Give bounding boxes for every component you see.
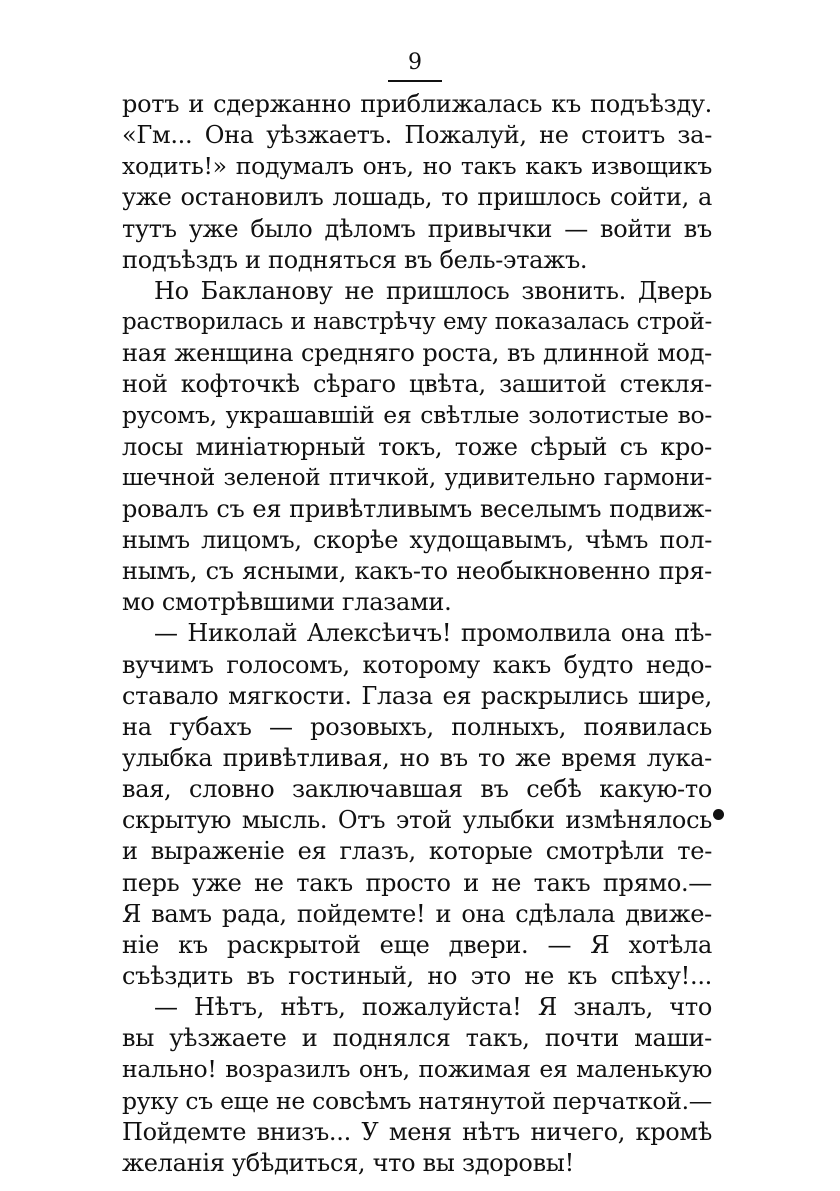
text-line: нымъ, съ ясными, какъ-то необыкновенно пря- (122, 557, 712, 586)
text-line: «Гм... Она уѣзжаетъ. Пожалуй, не стоитъ за- (122, 121, 712, 150)
ink-blot (713, 809, 724, 820)
text-line: и выраженіе ея глазъ, которые смотрѣли те- (122, 837, 712, 866)
text-line: съѣздить въ гостиный, но это не къ спѣху!... (122, 961, 712, 990)
text-line: мо смотрѣвшими глазами. (122, 588, 452, 617)
text-line: тутъ уже было дѣломъ привычки — войти въ (122, 214, 712, 243)
text-line: — Николай Алексѣичъ! промолвила она пѣ- (154, 619, 712, 648)
text-line: вы уѣзжаете и поднялся такъ, почти маши- (122, 1024, 712, 1053)
text-line: нально! возразилъ онъ, пожимая ея маленькую (122, 1055, 712, 1084)
text-line: уже остановилъ лошадь, то пришлось сойти, а (122, 183, 712, 212)
text-line: — Нѣтъ, нѣтъ, пожалуйста! Я зналъ, что (154, 993, 712, 1022)
text-line: ходить!» подумалъ онъ, но такъ какъ извощикъ (122, 152, 712, 181)
text-line: улыбка привѣтливая, но въ то же время лука- (122, 743, 712, 772)
text-line: русомъ, украшавшій ея свѣтлые золотистые во- (122, 401, 712, 430)
text-line: Я вамъ рада, пойдемте! и она сдѣлала движе- (122, 899, 712, 928)
text-line: растворилась и навстрѣчу ему показалась строй- (122, 308, 712, 335)
text-line: скрытую мысль. Отъ этой улыбки измѣнялось (122, 806, 712, 835)
text-line: ніе къ раскрытой еще двери. — Я хотѣла (122, 930, 712, 959)
text-line: перь уже не такъ просто и не такъ прямо.— (122, 868, 712, 897)
text-line: ровалъ съ ея привѣтливымъ веселымъ подвиж- (122, 494, 712, 523)
text-line: Пойдемте внизъ... У меня нѣтъ ничего, кромѣ (122, 1117, 712, 1146)
text-line: подъѣздъ и подняться въ бель-этажъ. (122, 245, 588, 274)
page-number: 9 (408, 50, 422, 75)
text-line: желанія убѣдиться, что вы здоровы! (122, 1148, 574, 1177)
text-line: Но Бакланову не пришлось звонить. Дверь (154, 276, 712, 305)
text-line: шечной зеленой птичкой, удивительно гармони- (122, 464, 712, 491)
text-line: руку съ еще не совсѣмъ натянутой перчаткой.— (122, 1086, 712, 1115)
text-line: ставало мягкости. Глаза ея раскрылись шире, (122, 681, 712, 710)
text-line: нымъ лицомъ, скорѣе худощавымъ, чѣмъ пол- (122, 525, 712, 554)
text-line: вучимъ голосомъ, которому какъ будто недо- (122, 650, 712, 679)
page-number-rule (388, 80, 442, 82)
body-text (122, 89, 712, 1179)
text-line: ротъ и сдержанно приближалась къ подъѣзду. (122, 90, 712, 118)
text-line: ной кофточкѣ сѣраго цвѣта, зашитой стекля- (122, 370, 712, 399)
text-line: ная женщина средняго роста, въ длинной мод- (122, 339, 712, 368)
text-line: на губахъ — розовыхъ, полныхъ, появилась (122, 712, 712, 741)
text-line: вая, словно заключавшая въ себѣ какую-то (122, 775, 712, 804)
text-line: лосы миніатюрный токъ, тоже сѣрый съ кро- (122, 432, 712, 461)
